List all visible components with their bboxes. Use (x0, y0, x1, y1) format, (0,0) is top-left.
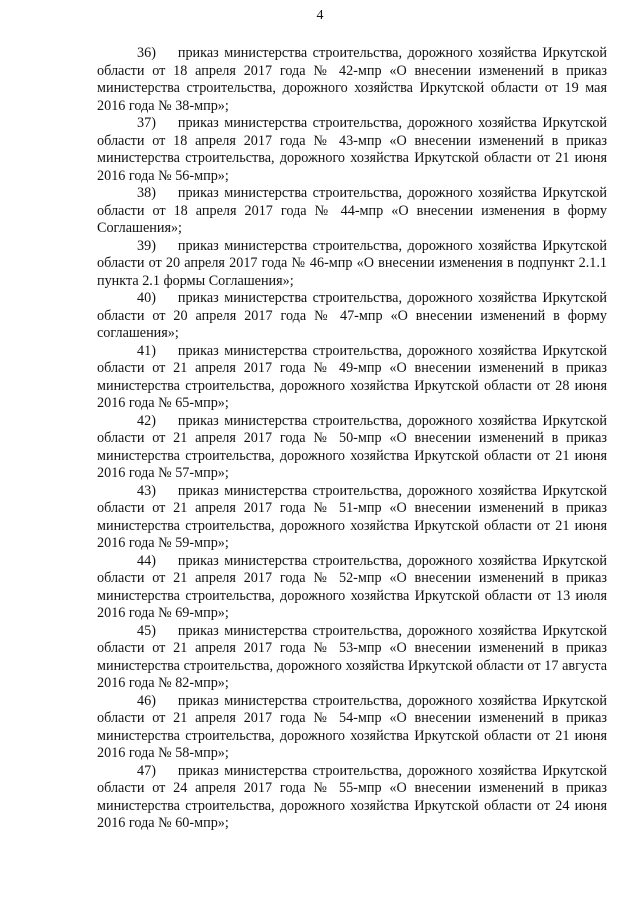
list-item: 38) приказ министерства строительства, дорожного хозяйства Иркутской области от 18 апреля 2017 года № 44-мпр «О внесении изменения в форму Соглашения»; (97, 185, 607, 236)
list-item: 46) приказ министерства строительства, дорожного хозяйства Иркутской области от 21 апреля 2017 года № 54-мпр «О внесении изменений в приказ министерства строительства, дорожного хозяйства Иркутской области от 21 июня 2016 года № 58-мпр»; (97, 692, 607, 761)
document-body (97, 45, 607, 833)
page-number: 4 (316, 8, 324, 23)
list-item: 41) приказ министерства строительства, дорожного хозяйства Иркутской области от 21 апреля 2017 года № 49-мпр «О внесении изменений в приказ министерства строительства, дорожного хозяйства Иркутской области от 28 июня 2016 года № 65-мпр»; (97, 342, 607, 411)
list-item: 43) приказ министерства строительства, дорожного хозяйства Иркутской области от 21 апреля 2017 года № 51-мпр «О внесении изменений в приказ министерства строительства, дорожного хозяйства Иркутской области от 21 июня 2016 года № 59-мпр»; (97, 482, 607, 551)
list-item: 42) приказ министерства строительства, дорожного хозяйства Иркутской области от 21 апреля 2017 года № 50-мпр «О внесении изменений в приказ министерства строительства, дорожного хозяйства Иркутской области от 21 июня 2016 года № 57-мпр»; (97, 412, 607, 481)
list-item: 45) приказ министерства строительства, дорожного хозяйства Иркутской области от 21 апреля 2017 года № 53-мпр «О внесении изменений в приказ министерства строительства, дорожного хозяйства Иркутской области от 17 августа 2016 года № 82-мпр»; (97, 622, 607, 691)
list-item: 40) приказ министерства строительства, дорожного хозяйства Иркутской области от 20 апреля 2017 года № 47-мпр «О внесении изменений в форму соглашения»; (97, 290, 607, 341)
list-item: 39) приказ министерства строительства, дорожного хозяйства Иркутской области от 20 апреля 2017 года № 46-мпр «О внесении изменения в подпункт 2.1.1 пункта 2.1 формы Соглашения»; (97, 237, 607, 289)
list-item: 37) приказ министерства строительства, дорожного хозяйства Иркутской области от 18 апреля 2017 года № 43-мпр «О внесении изменений в приказ министерства строительства, дорожного хозяйства Иркутской области от 21 июня 2016 года № 56-мпр»; (97, 115, 607, 184)
list-item: 47) приказ министерства строительства, дорожного хозяйства Иркутской области от 24 апреля 2017 года № 55-мпр «О внесении изменений в приказ министерства строительства, дорожного хозяйства Иркутской области от 24 июня 2016 года № 60-мпр»; (97, 762, 607, 831)
list-item: 44) приказ министерства строительства, дорожного хозяйства Иркутской области от 21 апреля 2017 года № 52-мпр «О внесении изменений в приказ министерства строительства, дорожного хозяйства Иркутской области от 13 июля 2016 года № 69-мпр»; (97, 552, 607, 621)
list-item: 36) приказ министерства строительства, дорожного хозяйства Иркутской области от 18 апреля 2017 года № 42-мпр «О внесении изменений в приказ министерства строительства, дорожного хозяйства Иркутской области от 19 мая 2016 года № 38-мпр»; (97, 45, 607, 114)
